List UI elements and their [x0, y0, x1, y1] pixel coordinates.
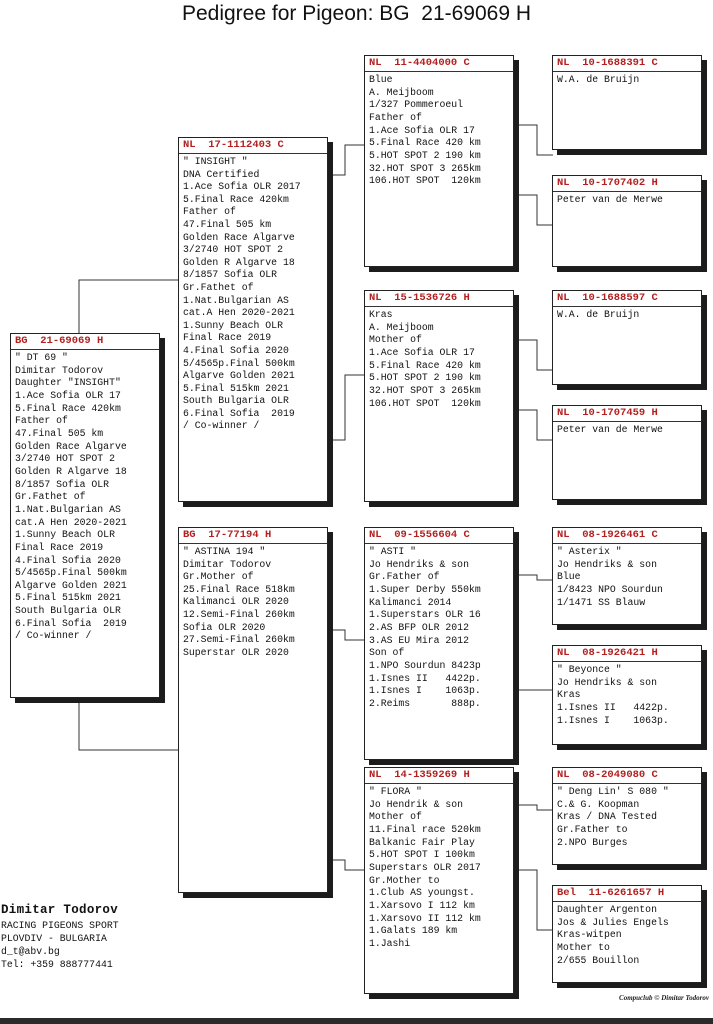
pigeon-card-dam[interactable]: [178, 527, 328, 893]
ring-header: [557, 407, 697, 420]
ring-number: 11-4404000: [394, 57, 458, 69]
country-code: NL: [557, 57, 570, 69]
pigeon-details: [183, 546, 323, 659]
ring-header: [369, 292, 509, 305]
detail-line: 5.Final 515km 2021: [15, 592, 121, 604]
pigeon-details: [557, 74, 697, 87]
detail-line: 1.Ace Sofia OLR 17: [369, 346, 475, 358]
detail-line: 1.Sunny Beach OLR: [15, 529, 115, 541]
detail-line: Kras: [557, 689, 581, 701]
detail-line: cat.A Hen 2020-2021: [183, 307, 295, 319]
detail-line: 1/1471 SS Blauw: [557, 596, 646, 608]
header-divider: [179, 153, 327, 154]
ring-header: [15, 335, 155, 348]
detail-line: Algarve Golden 2021: [15, 579, 127, 591]
pigeon-card-sire-dam[interactable]: [364, 290, 514, 502]
detail-line: 1.Isnes I 1063p.: [369, 685, 481, 697]
detail-line: Daughter Argenton: [557, 904, 657, 915]
country-code: BG: [183, 529, 196, 541]
header-divider: [553, 661, 701, 662]
pigeon-card-sire-sire[interactable]: [364, 55, 514, 267]
ring-header: [557, 57, 697, 70]
pigeon-details: [369, 786, 509, 951]
ring-number: 21-69069: [40, 335, 91, 347]
detail-line: 1.Xarsovo I 112 km: [369, 899, 475, 911]
detail-line: 32.HOT SPOT 3 265km: [369, 162, 481, 174]
detail-line: W.A. de Bruijn: [557, 74, 640, 85]
detail-line: 1.Sunny Beach OLR: [183, 319, 283, 331]
ring-number: 15-1536726: [394, 292, 458, 304]
software-credit: Compuclub © Dimitar Todorov: [619, 994, 709, 1002]
detail-line: 8/1857 Sofia OLR: [183, 269, 278, 281]
detail-line: Superstar OLR 2020: [183, 646, 289, 658]
ring-number: 10-1707402: [582, 177, 646, 189]
ring-number: 14-1359269: [394, 769, 458, 781]
detail-line: cat.A Hen 2020-2021: [15, 516, 127, 528]
owner-line-1: RACING PIGEONS SPORT: [1, 920, 119, 931]
detail-line: Peter van de Merwe: [557, 194, 663, 205]
detail-line: Father of: [369, 111, 422, 123]
pigeon-card-dam-sire-dam[interactable]: [552, 645, 702, 745]
country-code: NL: [557, 529, 570, 541]
pigeon-card-sire-dam-sire[interactable]: [552, 290, 702, 385]
detail-line: 5.Final Race 420km: [183, 193, 289, 205]
pigeon-details: [557, 664, 697, 727]
detail-line: 1.Isnes I 1063p.: [557, 714, 669, 726]
sex-code: H: [657, 887, 665, 899]
detail-line: 3/2740 HOT SPOT 2: [15, 453, 115, 465]
pigeon-details: [15, 352, 155, 643]
detail-line: 2/655 Bouillon: [557, 954, 640, 966]
detail-line: 47.Final 505 km: [183, 218, 272, 230]
pigeon-details: [557, 194, 697, 207]
detail-line: / Co-winner /: [183, 420, 260, 432]
ring-header: [557, 292, 697, 305]
sex-code: H: [463, 769, 470, 781]
header-divider: [365, 543, 513, 544]
detail-line: Mother of: [369, 334, 422, 346]
sex-code: C: [277, 139, 284, 151]
pigeon-card-sire[interactable]: [178, 137, 328, 502]
header-divider: [553, 543, 701, 544]
detail-line: South Bulgaria OLR: [183, 395, 289, 407]
pigeon-details: [557, 786, 697, 849]
detail-line: 1/8423 NPO Sourdun: [557, 583, 663, 595]
ring-number: 08-2049080: [582, 769, 646, 781]
detail-line: W.A. de Bruijn: [557, 309, 640, 320]
sex-code: C: [651, 292, 658, 304]
detail-line: / Co-winner /: [15, 630, 92, 642]
sex-code: C: [463, 57, 470, 69]
country-code: NL: [557, 647, 570, 659]
detail-line: 1.Super Derby 550km: [369, 583, 481, 595]
bottom-edge-bar: [0, 1018, 713, 1024]
detail-line: Gr.Mother of: [183, 571, 254, 583]
header-divider: [553, 71, 701, 72]
detail-line: 5/4565p.Final 500km: [183, 357, 295, 369]
pigeon-card-dam-sire[interactable]: [364, 527, 514, 760]
sex-code: H: [651, 407, 658, 419]
header-divider: [11, 349, 159, 350]
detail-line: Jo Hendrik & son: [369, 798, 464, 810]
detail-line: A. Meijboom: [369, 321, 434, 333]
detail-line: " ASTINA 194 ": [183, 546, 266, 557]
ring-header: [557, 887, 697, 900]
detail-line: Father of: [183, 206, 236, 218]
detail-line: 4.Final Sofia 2020: [183, 344, 289, 356]
detail-line: Golden Race Algarve: [15, 440, 127, 452]
detail-line: Mother to: [557, 941, 610, 953]
pigeon-details: [369, 74, 509, 188]
detail-line: Sofia OLR 2020: [183, 621, 266, 633]
detail-line: " Asterix ": [557, 546, 622, 557]
detail-line: " Deng Lin' S 080 ": [557, 786, 669, 797]
detail-line: 1.Nat.Bulgarian AS: [15, 503, 121, 515]
country-code: NL: [369, 57, 382, 69]
detail-line: " FLORA ": [369, 786, 422, 797]
pigeon-card-sire-sire-sire[interactable]: [552, 55, 702, 150]
detail-line: 5.Final Race 420 km: [369, 359, 481, 371]
pigeon-card-dam-sire-sire[interactable]: [552, 527, 702, 625]
detail-line: 1.Club AS youngst.: [369, 887, 475, 899]
detail-line: 5.HOT SPOT 2 190 km: [369, 372, 481, 384]
pigeon-details: [369, 546, 509, 711]
detail-line: Superstars OLR 2017: [369, 861, 481, 873]
detail-line: 1.Isnes II 4422p.: [369, 672, 481, 684]
detail-line: Son of: [369, 647, 405, 659]
detail-line: 1.Isnes II 4422p.: [557, 701, 669, 713]
country-code: NL: [369, 769, 382, 781]
country-code: NL: [369, 529, 382, 541]
detail-line: Kras: [369, 309, 393, 320]
pigeon-card-dam-dam-dam[interactable]: [552, 885, 702, 983]
pigeon-details: [557, 546, 697, 609]
header-divider: [179, 543, 327, 544]
pigeon-details: [557, 309, 697, 322]
sex-code: H: [96, 335, 104, 347]
header-divider: [553, 421, 701, 422]
ring-number: 17-77194: [208, 529, 259, 541]
pigeon-details: [369, 309, 509, 410]
detail-line: Gr.Mother to: [369, 874, 440, 886]
sex-code: H: [463, 292, 470, 304]
detail-line: 1.Galats 189 km: [369, 925, 458, 937]
sex-code: H: [651, 177, 658, 189]
detail-line: 1.NPO Sourdun 8423p: [369, 659, 481, 671]
ring-header: [183, 529, 323, 542]
sex-code: H: [651, 647, 658, 659]
pigeon-details: [557, 424, 697, 437]
ring-number: 08-1926421: [582, 647, 646, 659]
pigeon-card-dam-dam[interactable]: [364, 767, 514, 994]
header-divider: [553, 901, 701, 902]
detail-line: Blue: [369, 74, 393, 85]
detail-line: 1.Xarsovo II 112 km: [369, 912, 481, 924]
pigeon-card-subject[interactable]: [10, 333, 160, 698]
detail-line: " ASTI ": [369, 546, 417, 557]
detail-line: 5/4565p.Final 500km: [15, 567, 127, 579]
detail-line: Kalimanci OLR 2020: [183, 596, 289, 608]
detail-line: Final Race 2019: [183, 332, 272, 344]
detail-line: 106.HOT SPOT 120km: [369, 397, 481, 409]
ring-header: [557, 177, 697, 190]
owner-phone: Tel: +359 888777441: [1, 959, 113, 970]
detail-line: Jo Hendriks & son: [557, 676, 657, 688]
detail-line: 6.Final Sofia 2019: [15, 617, 127, 629]
ring-number: 17-1112403: [208, 139, 272, 151]
owner-email[interactable]: d_t@abv.bg: [1, 946, 60, 957]
detail-line: Algarve Golden 2021: [183, 370, 295, 382]
detail-line: 1.Ace Sofia OLR 17: [15, 389, 121, 401]
detail-line: South Bulgaria OLR: [15, 605, 121, 617]
pigeon-details: [557, 904, 697, 967]
detail-line: Balkanic Fair Play: [369, 836, 475, 848]
sex-code: H: [264, 529, 272, 541]
header-divider: [553, 306, 701, 307]
detail-line: 25.Final Race 518km: [183, 583, 295, 595]
ring-number: 08-1926461: [582, 529, 646, 541]
detail-line: C.& G. Koopman: [557, 798, 640, 810]
ring-number: 09-1556604: [394, 529, 458, 541]
pigeon-details: [183, 156, 323, 433]
sex-code: C: [651, 57, 658, 69]
ring-number: 11-6261657: [588, 887, 652, 899]
detail-line: 1.Nat.Bulgarian AS: [183, 294, 289, 306]
country-code: NL: [369, 292, 382, 304]
detail-line: 1.Ace Sofia OLR 2017: [183, 181, 301, 193]
pigeon-card-dam-dam-sire[interactable]: [552, 767, 702, 865]
detail-line: Golden Race Algarve: [183, 231, 295, 243]
detail-line: Gr.Fathet of: [15, 491, 86, 503]
detail-line: Gr.Father to: [557, 823, 628, 835]
detail-line: 2.NPO Burges: [557, 836, 628, 848]
detail-line: " INSIGHT ": [183, 156, 248, 167]
detail-line: Final Race 2019: [15, 541, 104, 553]
country-code: NL: [557, 407, 570, 419]
detail-line: Jo Hendriks & son: [369, 558, 469, 570]
owner-contact-block: [1, 902, 119, 971]
detail-line: 8/1857 Sofia OLR: [15, 478, 110, 490]
detail-line: 1.Jashi: [369, 937, 411, 949]
detail-line: Gr.Father of: [369, 571, 440, 583]
detail-line: Dimitar Todorov: [183, 558, 272, 570]
detail-line: 5.Final 515km 2021: [183, 382, 289, 394]
detail-line: 1/327 Pommeroeul: [369, 99, 464, 111]
detail-line: Gr.Fathet of: [183, 281, 254, 293]
ring-header: [557, 647, 697, 660]
detail-line: Kras / DNA Tested: [557, 811, 657, 823]
country-code: NL: [557, 769, 570, 781]
detail-line: 4.Final Sofia 2020: [15, 554, 121, 566]
ring-header: [369, 529, 509, 542]
detail-line: 1.Ace Sofia OLR 17: [369, 124, 475, 136]
country-code: NL: [183, 139, 196, 151]
detail-line: Daughter "INSIGHT": [15, 377, 121, 389]
header-divider: [365, 783, 513, 784]
detail-line: 106.HOT SPOT 120km: [369, 175, 481, 187]
ring-number: 10-1707459: [582, 407, 646, 419]
detail-line: 3.AS EU Mira 2012: [369, 634, 469, 646]
owner-line-2: PLOVDIV - BULGARIA: [1, 933, 107, 944]
detail-line: DNA Certified: [183, 168, 260, 180]
detail-line: 5.HOT SPOT I 100km: [369, 849, 475, 861]
sex-code: C: [651, 769, 658, 781]
pigeon-card-sire-sire-dam[interactable]: [552, 175, 702, 267]
detail-line: 1.Superstars OLR 16: [369, 609, 481, 621]
detail-line: Jo Hendriks & son: [557, 558, 657, 570]
detail-line: 2.Reims 888p.: [369, 697, 481, 709]
ring-header: [369, 769, 509, 782]
detail-line: 5.Final Race 420km: [15, 402, 121, 414]
page-title: Pedigree for Pigeon: BG 21-69069 H: [181, 2, 532, 25]
detail-line: 5.HOT SPOT 2 190 km: [369, 149, 481, 161]
detail-line: A. Meijboom: [369, 86, 434, 98]
detail-line: 11.Final race 520km: [369, 823, 481, 835]
header-divider: [365, 71, 513, 72]
detail-line: Golden R Algarve 18: [15, 465, 127, 477]
detail-line: Kras-witpen: [557, 929, 622, 941]
sex-code: C: [651, 529, 658, 541]
detail-line: 27.Semi-Final 260km: [183, 634, 295, 646]
detail-line: 32.HOT SPOT 3 265km: [369, 384, 481, 396]
sex-code: C: [463, 529, 470, 541]
detail-line: 6.Final Sofia 2019: [183, 407, 295, 419]
country-code: BG: [15, 335, 28, 347]
ring-header: [369, 57, 509, 70]
detail-line: Kalimanci 2014: [369, 596, 452, 608]
pigeon-card-sire-dam-dam[interactable]: [552, 405, 702, 500]
detail-line: Jos & Julies Engels: [557, 916, 669, 928]
header-divider: [365, 306, 513, 307]
detail-line: " Beyonce ": [557, 664, 622, 675]
detail-line: 2.AS BFP OLR 2012: [369, 621, 469, 633]
ring-header: [557, 769, 697, 782]
country-code: Bel: [557, 887, 576, 899]
detail-line: Blue: [557, 571, 581, 583]
detail-line: 12.Semi-Final 260km: [183, 608, 295, 620]
detail-line: " DT 69 ": [15, 352, 68, 363]
detail-line: Dimitar Todorov: [15, 364, 104, 376]
detail-line: 5.Final Race 420 km: [369, 137, 481, 149]
detail-line: Peter van de Merwe: [557, 424, 663, 435]
ring-number: 10-1688597: [582, 292, 646, 304]
header-divider: [553, 783, 701, 784]
detail-line: Mother of: [369, 811, 422, 823]
detail-line: Father of: [15, 415, 68, 427]
ring-header: [183, 139, 323, 152]
detail-line: Golden R Algarve 18: [183, 256, 295, 268]
header-divider: [553, 191, 701, 192]
country-code: NL: [557, 177, 570, 189]
country-code: NL: [557, 292, 570, 304]
ring-number: 10-1688391: [582, 57, 646, 69]
detail-line: 3/2740 HOT SPOT 2: [183, 244, 283, 256]
detail-line: 47.Final 505 km: [15, 427, 104, 439]
ring-header: [557, 529, 697, 542]
owner-name: Dimitar Todorov: [1, 903, 119, 917]
